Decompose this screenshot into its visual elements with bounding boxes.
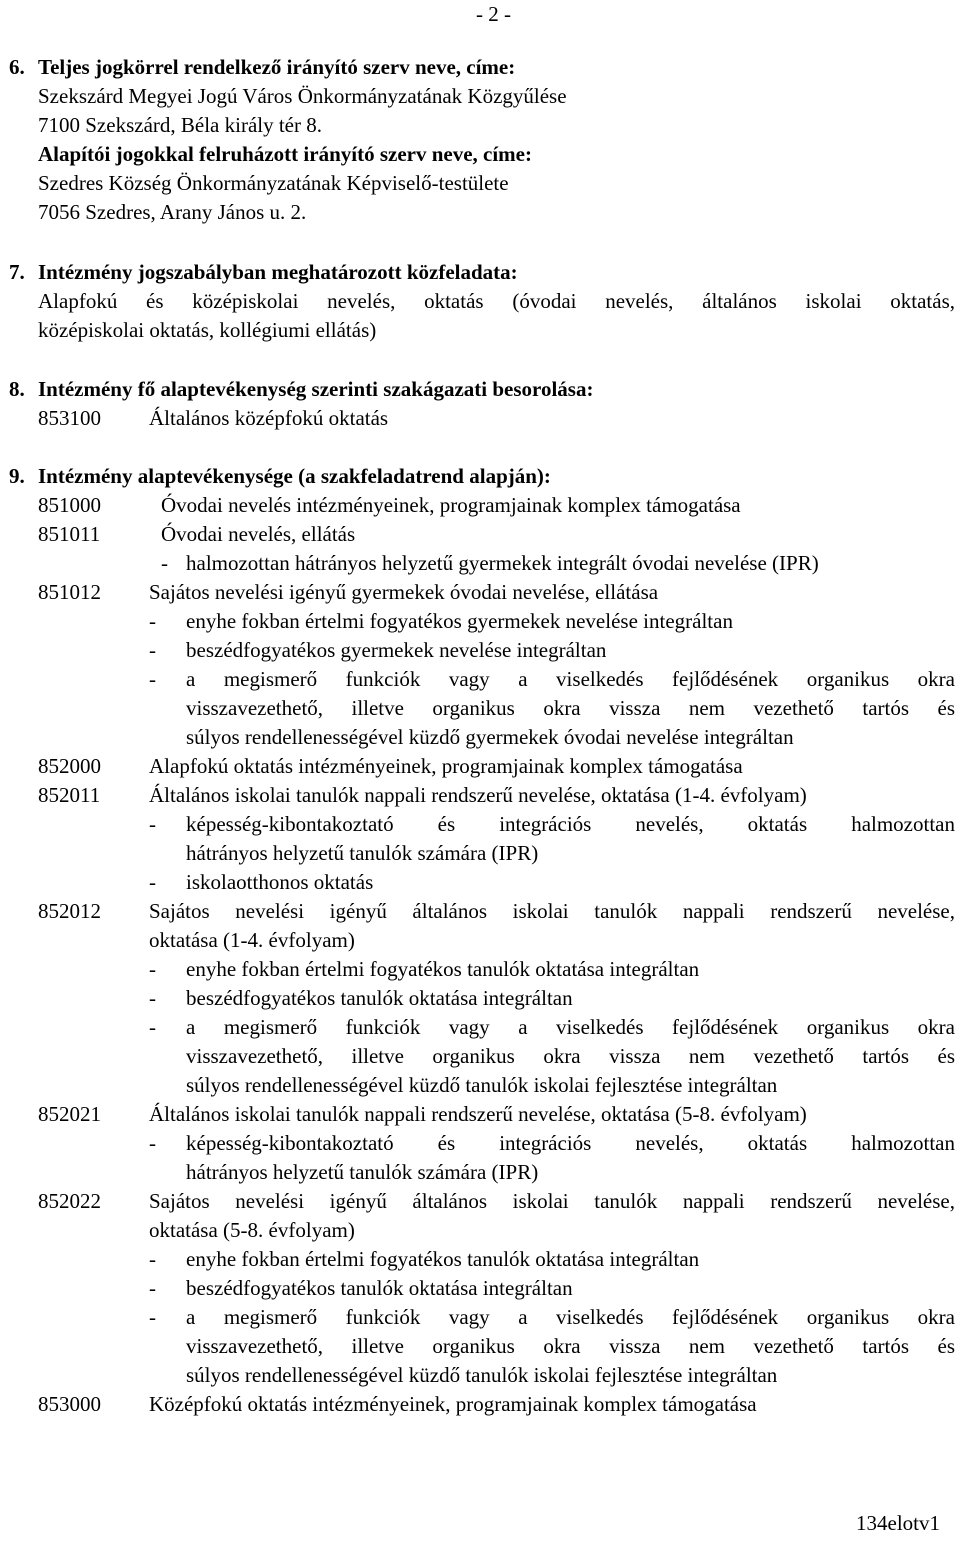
activity-subitem xyxy=(0,810,960,839)
activity-desc: Alapfokú oktatás intézményeinek, programjainak komplex támogatása xyxy=(149,754,743,778)
dash-bullet: - xyxy=(149,1131,156,1155)
section-8 xyxy=(0,375,960,433)
activity-row xyxy=(0,491,960,520)
dash-bullet: - xyxy=(149,1276,156,1300)
activity-desc: Óvodai nevelés intézményeinek, programjainak komplex támogatása xyxy=(161,493,741,517)
dash-bullet: - xyxy=(149,638,156,662)
subitem-text: halmozottan hátrányos helyzetű gyermekek integrált óvodai nevelése (IPR) xyxy=(186,551,819,575)
activity-subitem xyxy=(0,636,960,665)
activity-row xyxy=(0,897,960,926)
subitem-text: hátrányos helyzetű tanulók számára (IPR) xyxy=(186,1160,539,1184)
activity-desc: Sajátos nevelési igényű általános iskolai tanulók nappali rendszerű nevelése, xyxy=(149,899,955,923)
footer-doc-id: 134elotv1 xyxy=(856,1511,940,1535)
section-number: 6. xyxy=(9,55,25,79)
body-line: Szekszárd Megyei Jogú Város Önkormányzatának Közgyűlése xyxy=(38,84,567,108)
subitem-text: enyhe fokban értelmi fogyatékos tanulók oktatása integráltan xyxy=(186,957,700,981)
activity-subitem xyxy=(0,1245,960,1274)
activity-subitem xyxy=(0,868,960,897)
activity-subitem xyxy=(0,1129,960,1158)
page-number: - 2 - xyxy=(476,2,511,26)
subitem-text: súlyos rendellenességével küzdő tanulók iskolai fejlesztése integráltan xyxy=(186,1363,778,1387)
activity-code: 851012 xyxy=(38,580,101,604)
activity-row xyxy=(0,520,960,549)
activity-desc: Általános iskolai tanulók nappali rendszerű nevelése, oktatása (1-4. évfolyam) xyxy=(149,783,807,807)
section-heading: Intézmény jogszabályban meghatározott közfeladata: xyxy=(38,260,518,284)
activity-row xyxy=(0,752,960,781)
dash-bullet: - xyxy=(149,1247,156,1271)
subitem-text: súlyos rendellenességével küzdő tanulók iskolai fejlesztése integráltan xyxy=(186,1073,778,1097)
activity-desc: oktatása (5-8. évfolyam) xyxy=(149,1218,355,1242)
section-9 xyxy=(0,462,960,1419)
activity-desc: Általános iskolai tanulók nappali rendszerű nevelése, oktatása (5-8. évfolyam) xyxy=(149,1102,807,1126)
activity-subitem xyxy=(0,665,960,694)
dash-bullet: - xyxy=(149,609,156,633)
section-heading: Teljes jogkörrel rendelkező irányító szerv neve, címe: xyxy=(38,55,516,79)
activity-desc: Középfokú oktatás intézményeinek, programjainak komplex támogatása xyxy=(149,1392,757,1416)
body-line: középiskolai oktatás, kollégiumi ellátás) xyxy=(38,318,377,342)
body-line: Szedres Község Önkormányzatának Képviselő-testülete xyxy=(38,171,509,195)
dash-bullet: - xyxy=(149,812,156,836)
activity-code: 852000 xyxy=(38,754,101,778)
activity-code: 852022 xyxy=(38,1189,101,1213)
activity-row xyxy=(0,1100,960,1129)
subitem-text: képesség-kibontakoztató és integrációs nevelés, oktatás halmozottan xyxy=(186,1131,955,1155)
dash-bullet: - xyxy=(149,870,156,894)
subitem-text: hátrányos helyzetű tanulók számára (IPR) xyxy=(186,841,539,865)
subitem-text: beszédfogyatékos tanulók oktatása integráltan xyxy=(186,1276,573,1300)
subitem-text: enyhe fokban értelmi fogyatékos tanulók oktatása integráltan xyxy=(186,1247,700,1271)
activity-desc: Óvodai nevelés, ellátás xyxy=(161,522,356,546)
activity-desc: Általános középfokú oktatás xyxy=(149,406,389,430)
activity-code: 851000 xyxy=(38,493,101,517)
activity-desc: Sajátos nevelési igényű gyermekek óvodai nevelése, ellátása xyxy=(149,580,659,604)
subitem-text: iskolaotthonos oktatás xyxy=(186,870,374,894)
subitem-text: a megismerő funkciók vagy a viselkedés fejlődésének organikus okra xyxy=(186,1305,955,1329)
dash-bullet: - xyxy=(149,1015,156,1039)
activity-subitem xyxy=(0,984,960,1013)
subitem-text: visszavezethető, illetve organikus okra vissza nem vezethető tartós és xyxy=(186,1334,955,1358)
dash-bullet: - xyxy=(149,1305,156,1329)
body-line: 7100 Szekszárd, Béla király tér 8. xyxy=(38,113,322,137)
activity-code: 852011 xyxy=(38,783,101,807)
section-number: 8. xyxy=(9,377,25,401)
section-6 xyxy=(0,53,960,227)
dash-bullet: - xyxy=(149,957,156,981)
activity-row xyxy=(0,1187,960,1216)
activity-desc: oktatása (1-4. évfolyam) xyxy=(149,928,355,952)
section-heading: Alapítói jogokkal felruházott irányító szerv neve, címe: xyxy=(38,142,532,166)
body-line: Alapfokú és középiskolai nevelés, oktatás (óvodai nevelés, általános iskolai oktatás, xyxy=(38,289,955,313)
subitem-text: visszavezethető, illetve organikus okra vissza nem vezethető tartós és xyxy=(186,696,955,720)
activity-row xyxy=(0,1390,960,1419)
activity-code: 852012 xyxy=(38,899,101,923)
activity-code: 852021 xyxy=(38,1102,101,1126)
subitem-text: a megismerő funkciók vagy a viselkedés fejlődésének organikus okra xyxy=(186,667,955,691)
section-heading: Intézmény alaptevékenysége (a szakfeladatrend alapján): xyxy=(38,464,551,488)
subitem-text: súlyos rendellenességével küzdő gyermekek óvodai nevelése integráltan xyxy=(186,725,794,749)
activity-subitem xyxy=(0,955,960,984)
dash-bullet: - xyxy=(161,551,168,575)
activity-code: 851011 xyxy=(38,522,101,546)
activity-row xyxy=(0,578,960,607)
subitem-text: beszédfogyatékos gyermekek nevelése integráltan xyxy=(186,638,607,662)
dash-bullet: - xyxy=(149,667,156,691)
dash-bullet: - xyxy=(149,986,156,1010)
section-number: 9. xyxy=(9,464,25,488)
activity-code: 853100 xyxy=(38,406,101,430)
subitem-text: enyhe fokban értelmi fogyatékos gyermekek nevelése integráltan xyxy=(186,609,733,633)
body-line: 7056 Szedres, Arany János u. 2. xyxy=(38,200,307,224)
subitem-text: beszédfogyatékos tanulók oktatása integráltan xyxy=(186,986,573,1010)
activity-subitem xyxy=(0,1013,960,1042)
subitem-text: a megismerő funkciók vagy a viselkedés fejlődésének organikus okra xyxy=(186,1015,955,1039)
section-number: 7. xyxy=(9,260,25,284)
activity-row xyxy=(0,781,960,810)
activity-subitem xyxy=(0,549,960,578)
section-heading: Intézmény fő alaptevékenység szerinti szakágazati besorolása: xyxy=(38,377,594,401)
subitem-text: visszavezethető, illetve organikus okra vissza nem vezethető tartós és xyxy=(186,1044,955,1068)
activity-code: 853000 xyxy=(38,1392,101,1416)
subitem-text: képesség-kibontakoztató és integrációs nevelés, oktatás halmozottan xyxy=(186,812,955,836)
activity-desc: Sajátos nevelési igényű általános iskolai tanulók nappali rendszerű nevelése, xyxy=(149,1189,955,1213)
activity-subitem xyxy=(0,1303,960,1332)
activity-subitem xyxy=(0,1274,960,1303)
activity-subitem xyxy=(0,607,960,636)
section-7 xyxy=(0,258,960,345)
